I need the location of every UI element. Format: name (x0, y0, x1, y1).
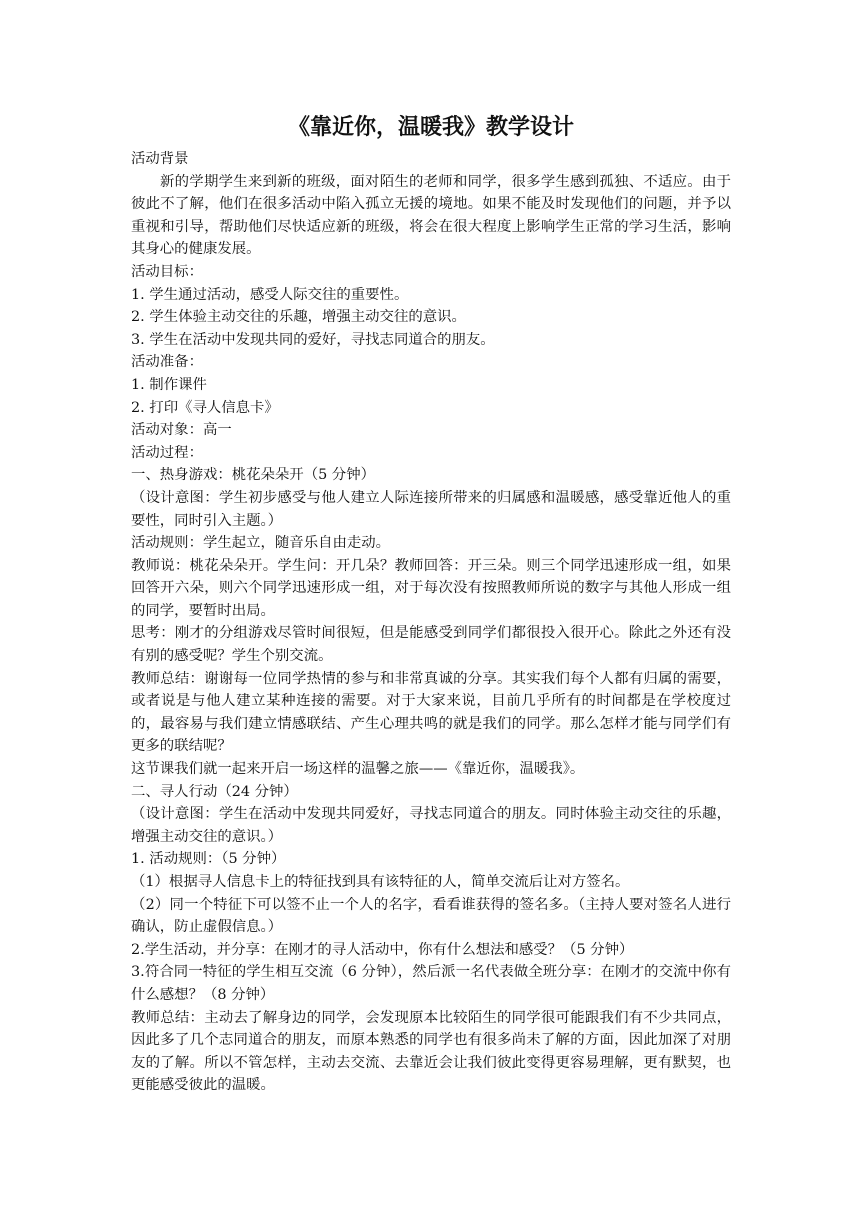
paragraph: 教师说：桃花朵朵开。学生问：开几朵？教师回答：开三朵。则三个同学迅速形成一组，如果回答开六朵，则六个同学迅速形成一组，对于每次没有按照教师所说的数字与其他人形成一组的同学，要暂时出局。 (131, 557, 731, 619)
document-title: 《靠近你，温暖我》教学设计 (287, 114, 574, 140)
document-body (131, 148, 731, 1097)
paragraph: 新的学期学生来到新的班级，面对陌生的老师和同学，很多学生感到孤独、不适应。由于彼此不了解，他们在很多活动中陷入孤立无援的境地。如果不能及时发现他们的问题，并予以重视和引导，帮助他们尽快适应新的班级，将会在很大程度上影响学生正常的学习生活，影响其身心的健康发展。 (131, 173, 731, 258)
paragraph: 3. 学生在活动中发现共同的爱好，寻找志同道合的朋友。 (131, 331, 495, 348)
paragraph: 2. 学生体验主动交往的乐趣，增强主动交往的意识。 (131, 309, 466, 326)
paragraph: （2）同一个特征下可以签不止一个人的名字，看看谁获得的签名多。（主持人要对签名人进行确认，防止虚假信息。） (131, 896, 731, 936)
paragraph: 教师总结：主动去了解身边的同学，会发现原本比较陌生的同学很可能跟我们有不少共同点，因此多了几个志同道合的朋友，而原本熟悉的同学也有很多尚未了解的方面，因此加深了对朋友的了解。所以不管怎样，主动去交流、去靠近会让我们彼此变得更容易理解，更有默契，也更能感受彼此的温暖。 (131, 1009, 731, 1094)
paragraph: 活动规则：学生起立，随音乐自由走动。 (131, 535, 391, 552)
paragraph: 一、热身游戏：桃花朵朵开（5 分钟） (131, 467, 375, 484)
paragraph: 3.符合同一特征的学生相互交流（6 分钟），然后派一名代表做全班分享：在刚才的交流中你有什么感想？（8 分钟） (131, 964, 731, 1003)
paragraph: 2.学生活动，并分享：在刚才的寻人活动中，你有什么想法和感受？（5 分钟） (131, 941, 634, 958)
paragraph: （设计意图：学生初步感受与他人建立人际连接所带来的归属感和温暖感，感受靠近他人的重要性，同时引入主题。） (131, 489, 731, 529)
paragraph: 思考：刚才的分组游戏尽管时间很短，但是能感受到同学们都很投入很开心。除此之外还有没有别的感受呢？学生个别交流。 (131, 625, 731, 665)
paragraph: 2. 打印《寻人信息卡》 (131, 399, 279, 416)
paragraph: （设计意图：学生在活动中发现共同爱好，寻找志同道合的朋友。同时体验主动交往的乐趣，增强主动交往的意识。） (131, 806, 731, 845)
paragraph: 这节课我们就一起来开启一场这样的温馨之旅——《靠近你，温暖我》。 (131, 761, 585, 778)
document-page (131, 110, 731, 1097)
paragraph: 活动过程： (131, 444, 203, 461)
paragraph: 1. 制作课件 (131, 376, 207, 393)
paragraph: 教师总结：谢谢每一位同学热情的参与和非常真诚的分享。其实我们每个人都有归属的需要，或者说是与他人建立某种连接的需要。对于大家来说，目前几乎所有的时间都是在学校度过的，最容易与我们建立情感联结、产生心理共鸣的就是我们的同学。那么怎样才能与同学们有更多的联结呢？ (131, 670, 731, 755)
paragraph: 1. 活动规则：（5 分钟） (131, 851, 286, 868)
paragraph: 活动对象：高一 (131, 422, 232, 439)
paragraph: 1. 学生通过活动，感受人际交往的重要性。 (131, 286, 409, 303)
paragraph: 活动背景 (131, 151, 189, 167)
paragraph: （1）根据寻人信息卡上的特征找到具有该特征的人，简单交流后让对方签名。 (131, 874, 630, 890)
paragraph: 活动目标： (131, 263, 203, 280)
paragraph: 二、寻人行动（24 分钟） (131, 783, 298, 800)
paragraph: 活动准备： (131, 354, 203, 371)
